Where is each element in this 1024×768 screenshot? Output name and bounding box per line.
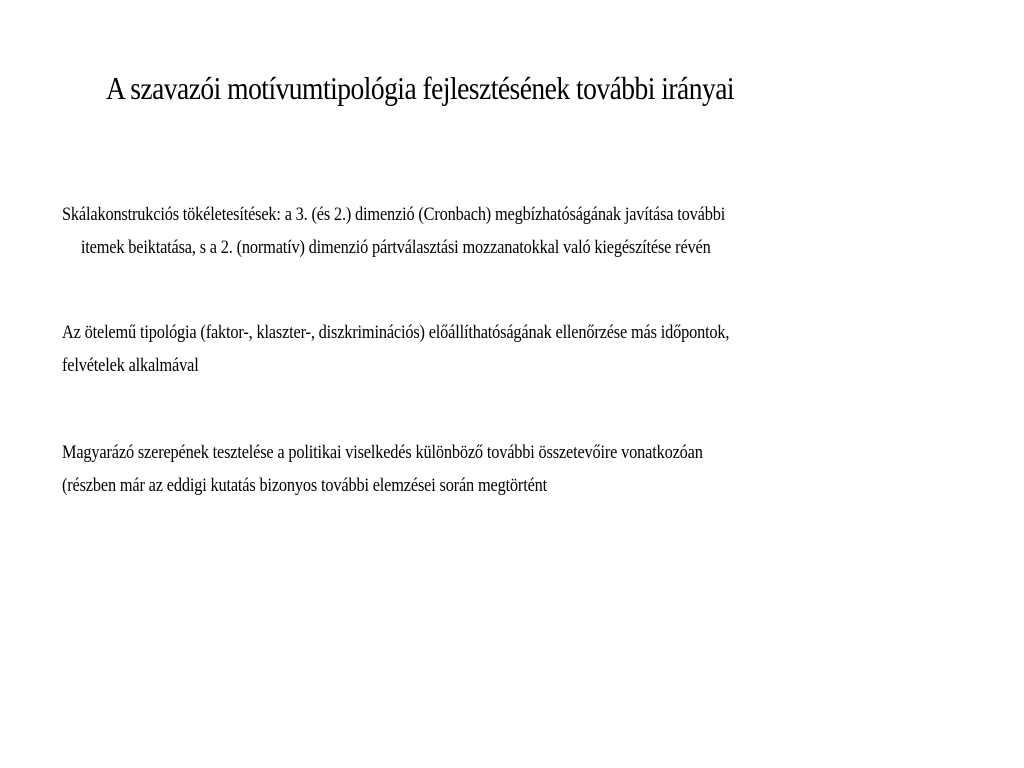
- paragraph-line: felvételek alkalmával: [62, 355, 199, 376]
- paragraph-line: (részben már az eddigi kutatás bizonyos további elemzései során megtörtént: [62, 475, 548, 496]
- bullet-paragraph-explanatory-role: [62, 436, 703, 502]
- paragraph-line: itemek beiktatása, s a 2. (normatív) dimenzió pártválasztási mozzanatokkal való kiegészítése révén: [80, 237, 711, 258]
- paragraph-line: Skálakonstrukciós tökéletesítések: a 3. (és 2.) dimenzió (Cronbach) megbízhatóságának javítása további: [62, 204, 726, 225]
- bullet-paragraph-typology-verification: [62, 316, 729, 382]
- bullet-paragraph-scale-construction: [62, 198, 725, 264]
- paragraph-line: Az ötelemű tipológia (faktor-, klaszter-, diszkriminációs) előállíthatóságának ellenőrzése más időpontok,: [62, 322, 730, 343]
- slide-title: A szavazói motívumtipológia fejlesztésének további irányai: [106, 70, 735, 106]
- paragraph-line: Magyarázó szerepének tesztelése a politikai viselkedés különböző további összetevőire vonatkozóan: [62, 442, 703, 463]
